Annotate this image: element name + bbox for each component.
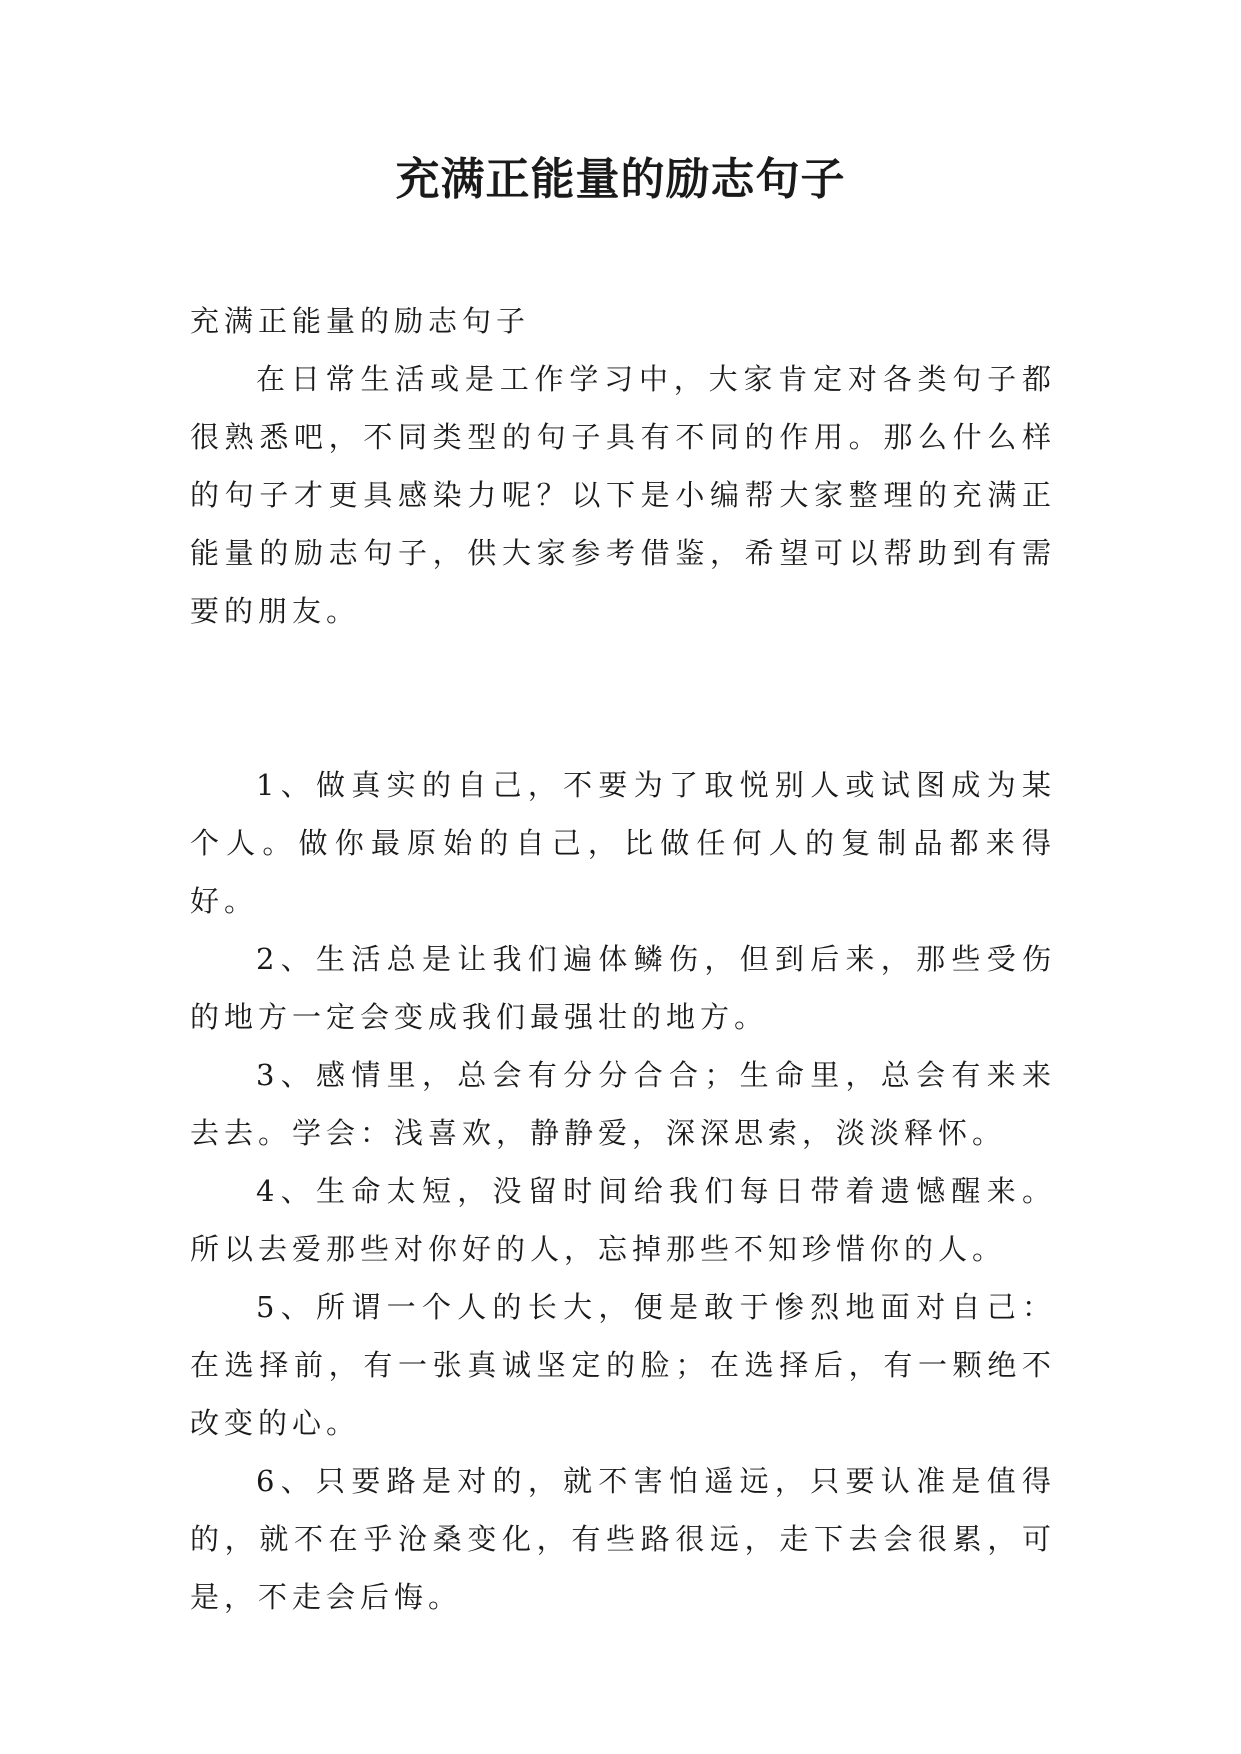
list-item: 1、做真实的自己，不要为了取悦别人或试图成为某个人。做你最原始的自己，比做任何人的复制品都来得好。 xyxy=(190,768,1056,918)
list-item: 4、生命太短，没留时间给我们每日带着遗憾醒来。所以去爱那些对你好的人，忘掉那些不知珍惜你的人。 xyxy=(190,1174,1056,1266)
document-subtitle: 充满正能量的励志句子 xyxy=(190,304,531,338)
list-item: 5、所谓一个人的长大，便是敢于惨烈地面对自己：在选择前，有一张真诚坚定的脸；在选择后，有一颗绝不改变的心。 xyxy=(190,1290,1056,1440)
document-body xyxy=(190,292,1056,1626)
list-item: 3、感情里，总会有分分合合；生命里，总会有来来去去。学会：浅喜欢，静静爱，深深思索，淡淡释怀。 xyxy=(190,1058,1056,1150)
list-item: 6、只要路是对的，就不害怕遥远，只要认准是值得的，就不在乎沧桑变化，有些路很远，走下去会很累，可是，不走会后悔。 xyxy=(190,1464,1056,1614)
intro-paragraph: 在日常生活或是工作学习中，大家肯定对各类句子都很熟悉吧，不同类型的句子具有不同的作用。那么什么样的句子才更具感染力呢？以下是小编帮大家整理的充满正能量的励志句子，供大家参考借鉴，希望可以帮助到有需要的朋友。 xyxy=(190,362,1056,628)
paragraph-spacer xyxy=(190,640,1056,756)
document-title: 充满正能量的励志句子 xyxy=(395,154,846,205)
list-item: 2、生活总是让我们遍体鳞伤，但到后来，那些受伤的地方一定会变成我们最强壮的地方。 xyxy=(190,942,1056,1034)
